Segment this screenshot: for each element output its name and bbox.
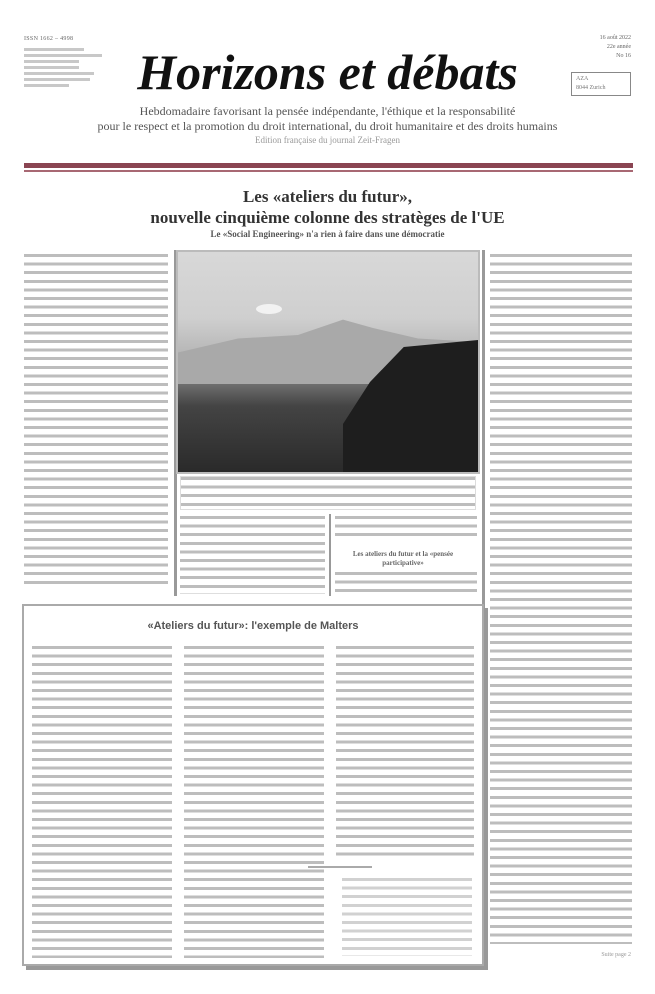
inset-column-2 <box>184 646 324 958</box>
headline-line-1: Les «ateliers du futur», <box>242 187 413 206</box>
body-column-middle-1 <box>180 516 325 594</box>
photo-caption <box>180 476 476 510</box>
landscape-image <box>178 252 478 472</box>
inset-title: «Ateliers du futur»: l'exemple de Malters <box>147 620 359 632</box>
issue-year: 22e année <box>606 44 631 50</box>
edition-note: Edition française du journal Zeit-Fragen <box>255 135 400 145</box>
postage-box <box>571 72 631 96</box>
body-column-middle-2b <box>335 572 477 594</box>
newspaper-title: Horizons et débats <box>137 44 518 100</box>
inset-box <box>22 604 484 966</box>
tagline <box>0 104 655 134</box>
tagline-line-1: Hebdomadaire favorisant la pensée indépendante, l'éthique et la responsabilité <box>139 104 516 118</box>
article-photo <box>176 250 480 474</box>
tagline-line-2: pour le respect et la promotion du droit international, du droit humanitaire et des droits humains <box>97 119 558 133</box>
column-rule <box>329 514 331 596</box>
issue-number: No 16 <box>616 53 631 59</box>
article-subheading: Le «Social Engineering» n'a rien à faire dans une démocratie <box>210 229 445 239</box>
inset-column-1 <box>32 646 172 958</box>
issn: ISSN 1662 – 4998 <box>24 36 74 42</box>
masthead-divider-thin <box>24 170 633 172</box>
issue-info <box>561 34 631 61</box>
masthead-divider <box>24 163 633 168</box>
headline-line-2: nouvelle cinquième colonne des stratèges de l'UE <box>150 208 505 227</box>
postage-line: 8044 Zurich <box>576 85 606 91</box>
postage-line: AZA <box>576 76 589 82</box>
section-heading: Les ateliers du futur et la «pensée participative» <box>352 550 454 567</box>
body-column-right <box>490 254 632 944</box>
issue-date: 16 août 2022 <box>599 35 631 41</box>
body-column-middle-2 <box>335 516 477 538</box>
inset-column-3 <box>336 646 474 858</box>
body-column-left <box>24 254 168 586</box>
footnotes-divider <box>308 866 372 868</box>
cloud <box>256 304 282 314</box>
article-headline <box>0 186 655 228</box>
inset-footnotes <box>342 878 472 956</box>
continuation-note: Suite page 2 <box>601 952 631 958</box>
